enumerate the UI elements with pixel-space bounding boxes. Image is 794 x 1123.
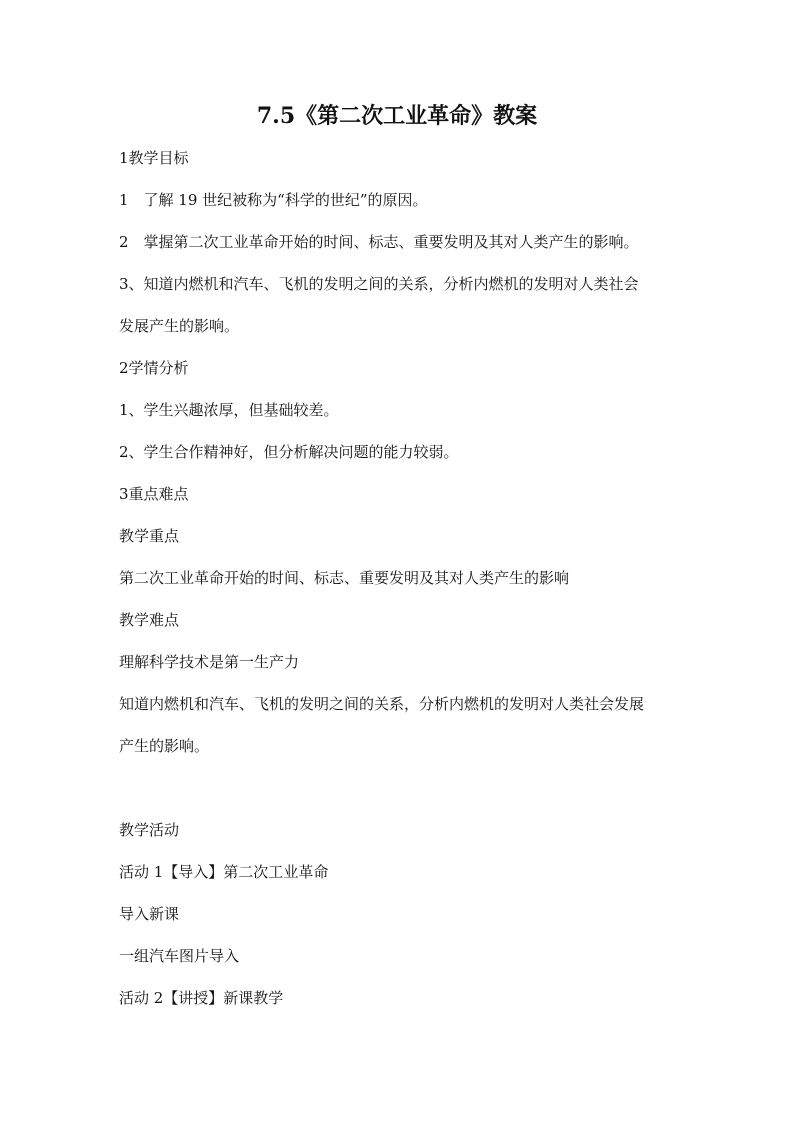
section-heading-activities: 教学活动 [119, 821, 180, 839]
activity-2-heading: 活动 2【讲授】新课教学 [119, 989, 284, 1007]
objective-item-1: 1 了解 19 世纪被称为“科学的世纪”的原因。 [119, 191, 428, 209]
objective-item-3: 3、知道内燃机和汽车、飞机的发明之间的关系，分析内燃机的发明对人类社会 [119, 275, 639, 293]
activity-1-heading: 活动 1【导入】第二次工业革命 [119, 863, 329, 881]
subheading-difficulty: 教学难点 [119, 611, 180, 629]
objective-item-2: 2 掌握第二次工业革命开始的时间、标志、重要发明及其对人类产生的影响。 [119, 233, 639, 251]
difficulty-text-1: 理解科学技术是第一生产力 [119, 653, 300, 671]
section-heading-analysis: 2学情分析 [119, 359, 189, 377]
analysis-item-2: 2、学生合作精神好，但分析解决问题的能力较弱。 [119, 443, 459, 461]
difficulty-text-2-continued: 产生的影响。 [119, 737, 210, 755]
activity-1-subheading: 导入新课 [119, 905, 180, 923]
section-heading-objectives: 1教学目标 [119, 149, 189, 167]
analysis-item-1: 1、学生兴趣浓厚，但基础较差。 [119, 401, 339, 419]
section-heading-key-points: 3重点难点 [119, 485, 189, 503]
difficulty-text-2: 知道内燃机和汽车、飞机的发明之间的关系，分析内燃机的发明对人类社会发展 [119, 695, 645, 713]
document-title: 7.5《第二次工业革命》教案 [256, 103, 538, 129]
key-point-text: 第二次工业革命开始的时间、标志、重要发明及其对人类产生的影响 [119, 569, 570, 587]
objective-item-3-continued: 发展产生的影响。 [119, 317, 240, 335]
subheading-key-point: 教学重点 [119, 527, 180, 545]
activity-1-text: 一组汽车图片导入 [119, 947, 240, 965]
